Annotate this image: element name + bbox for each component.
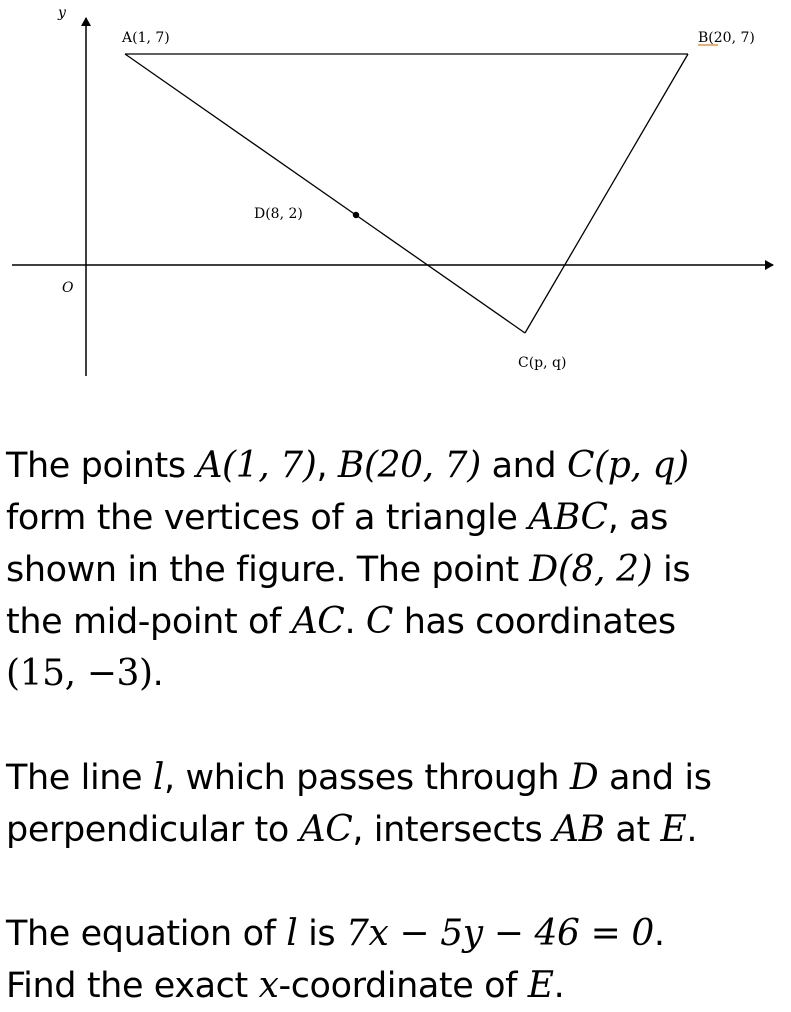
paragraph-3: [6, 908, 788, 1012]
math-point-b: B(20, 7): [337, 445, 481, 486]
math-equation: 7x − 5y − 46 = 0: [345, 913, 654, 954]
math-segment-ac: AC: [299, 809, 353, 850]
math-line-l: l: [286, 913, 298, 954]
math-triangle-abc: ABC: [528, 497, 608, 538]
text-run: .: [653, 914, 665, 954]
text-run: is: [652, 550, 691, 590]
text-run: .: [553, 966, 565, 1006]
point-a-label: A(1, 7): [122, 30, 170, 46]
text-run: the mid-point of: [6, 602, 292, 642]
edge-bc: [525, 54, 688, 333]
text-run: ,: [316, 446, 338, 486]
paragraph-1: [6, 440, 788, 700]
text-run: perpendicular to: [6, 810, 300, 850]
math-d: D: [569, 757, 599, 798]
y-axis-label: y: [58, 5, 66, 21]
triangle-figure: [0, 0, 791, 400]
text-run: The line: [6, 758, 153, 798]
point-c-label: C(p, q): [518, 355, 567, 371]
text-run: .: [686, 810, 698, 850]
math-c: C: [365, 601, 394, 642]
math-segment-ac: AC: [291, 601, 345, 642]
text-line: [6, 804, 788, 856]
math-line-l: l: [152, 757, 165, 798]
edge-ac: [125, 54, 525, 333]
text-line: [6, 960, 788, 1012]
text-line: [6, 440, 788, 492]
math-segment-ab: AB: [553, 809, 605, 850]
text-line: [6, 596, 788, 648]
text-run: is: [297, 914, 346, 954]
text-run: -coordinate of: [278, 966, 528, 1006]
math-point-d: D(8, 2): [529, 549, 653, 590]
text-run: , intersects: [352, 810, 554, 850]
text-run: has coordinates: [393, 602, 676, 642]
math-e: E: [527, 965, 554, 1006]
text-line: [6, 752, 788, 804]
text-run: at: [604, 810, 661, 850]
text-line: [6, 908, 788, 960]
text-run: .: [152, 654, 164, 694]
point-d-dot: [353, 212, 359, 218]
point-d-label: D(8, 2): [254, 206, 303, 222]
text-run: The equation of: [6, 914, 287, 954]
text-run: and is: [598, 758, 712, 798]
math-e: E: [660, 809, 687, 850]
problem-text: [6, 440, 788, 1012]
math-x: x: [258, 965, 279, 1006]
text-run: shown in the figure. The point: [6, 550, 530, 590]
text-run: .: [344, 602, 366, 642]
text-run: Find the exact: [6, 966, 259, 1006]
point-b-label: B(20, 7): [698, 30, 755, 46]
math-point-a: A(1, 7): [196, 445, 317, 486]
text-run: , which passes through: [164, 758, 570, 798]
text-run: , as: [607, 498, 669, 538]
text-line: [6, 492, 788, 544]
paragraph-2: [6, 752, 788, 856]
origin-label: O: [62, 280, 74, 296]
math-coordinates-c: (15, −3): [6, 653, 153, 694]
text-run: form the vertices of a triangle: [6, 498, 529, 538]
text-run: The points: [6, 446, 197, 486]
text-line: [6, 544, 788, 596]
math-point-c: C(p, q): [566, 445, 689, 486]
text-run: and: [480, 446, 567, 486]
text-line: [6, 648, 788, 700]
